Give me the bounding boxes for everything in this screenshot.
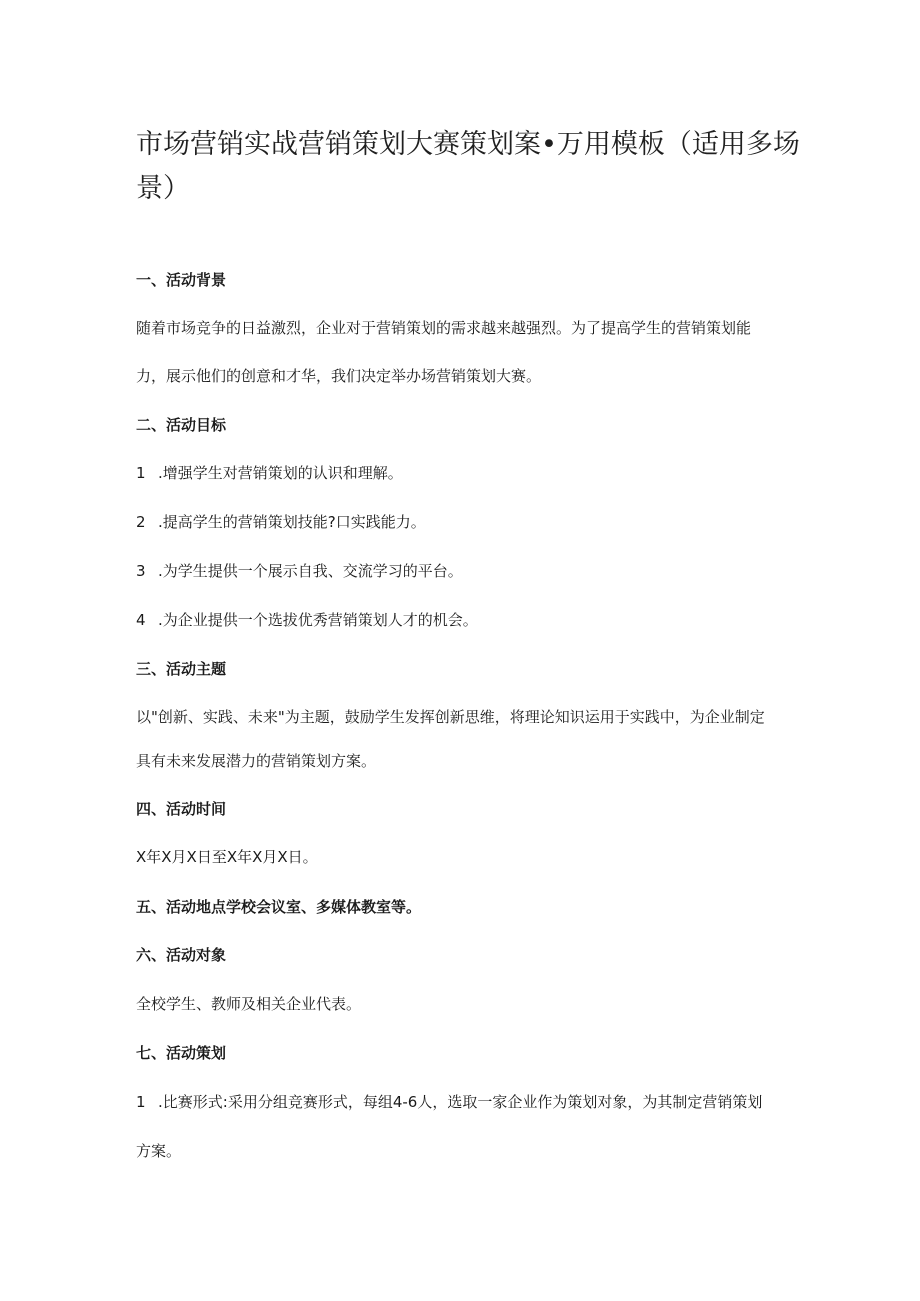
list-item-goal-1 (136, 463, 403, 483)
section-heading-location: 五、活动地点学校会议室、多媒体教室等。 (136, 898, 422, 916)
list-item-planning-1 (136, 1092, 762, 1112)
paragraph-planning-continuation: 方案。 (136, 1142, 182, 1160)
list-item-text: .增强学生对营销策划的认识和理解。 (158, 464, 403, 482)
list-item-goal-2 (136, 512, 426, 532)
list-item-text: .为企业提供一个选拔优秀营销策划人才的机会。 (158, 611, 478, 629)
list-item-goal-4 (136, 610, 478, 630)
paragraph-time: X年X月X日至X年X月X日。 (136, 848, 318, 866)
list-item-text: .提高学生的营销策划技能?口实践能力。 (158, 513, 426, 531)
paragraph-theme-line-1: 以"创新、实践、未来"为主题，鼓励学生发挥创新思维，将理论知识运用于实践中，为企业制定 (136, 708, 765, 726)
paragraph-background-line-1: 随着市场竞争的日益激烈，企业对于营销策划的需求越来越强烈。为了提高学生的营销策划能 (136, 319, 752, 337)
section-heading-time: 四、活动时间 (136, 800, 227, 818)
list-item-number: 4 (136, 611, 146, 629)
section-heading-theme: 三、活动主题 (136, 660, 227, 678)
list-item-number: 1 (136, 464, 146, 482)
paragraph-participants: 全校学生、教师及相关企业代表。 (136, 995, 362, 1013)
list-item-number: 1 (136, 1093, 146, 1111)
document-title-line-1: 市场营销实战营销策划大赛策划案•万用模板（适用多场 (136, 129, 800, 160)
section-heading-participants: 六、活动对象 (136, 946, 227, 964)
document-title-line-2: 景） (136, 173, 190, 204)
list-item-text: .为学生提供一个展示自我、交流学习的平台。 (158, 562, 463, 580)
list-item-number: 2 (136, 513, 146, 531)
list-item-goal-3 (136, 561, 463, 581)
paragraph-background-line-2: 力，展示他们的创意和才华，我们决定举办场营销策划大赛。 (136, 367, 542, 385)
list-item-number: 3 (136, 562, 146, 580)
section-heading-planning: 七、活动策划 (136, 1044, 227, 1062)
paragraph-theme-line-2: 具有未来发展潜力的营销策划方案。 (136, 752, 377, 770)
section-heading-background: 一、活动背景 (136, 271, 227, 289)
list-item-text: .比赛形式:采用分组竞赛形式，每组4-6人，选取一家企业作为策划对象，为其制定营销策划 (158, 1093, 763, 1111)
section-heading-goals: 二、活动目标 (136, 416, 227, 434)
